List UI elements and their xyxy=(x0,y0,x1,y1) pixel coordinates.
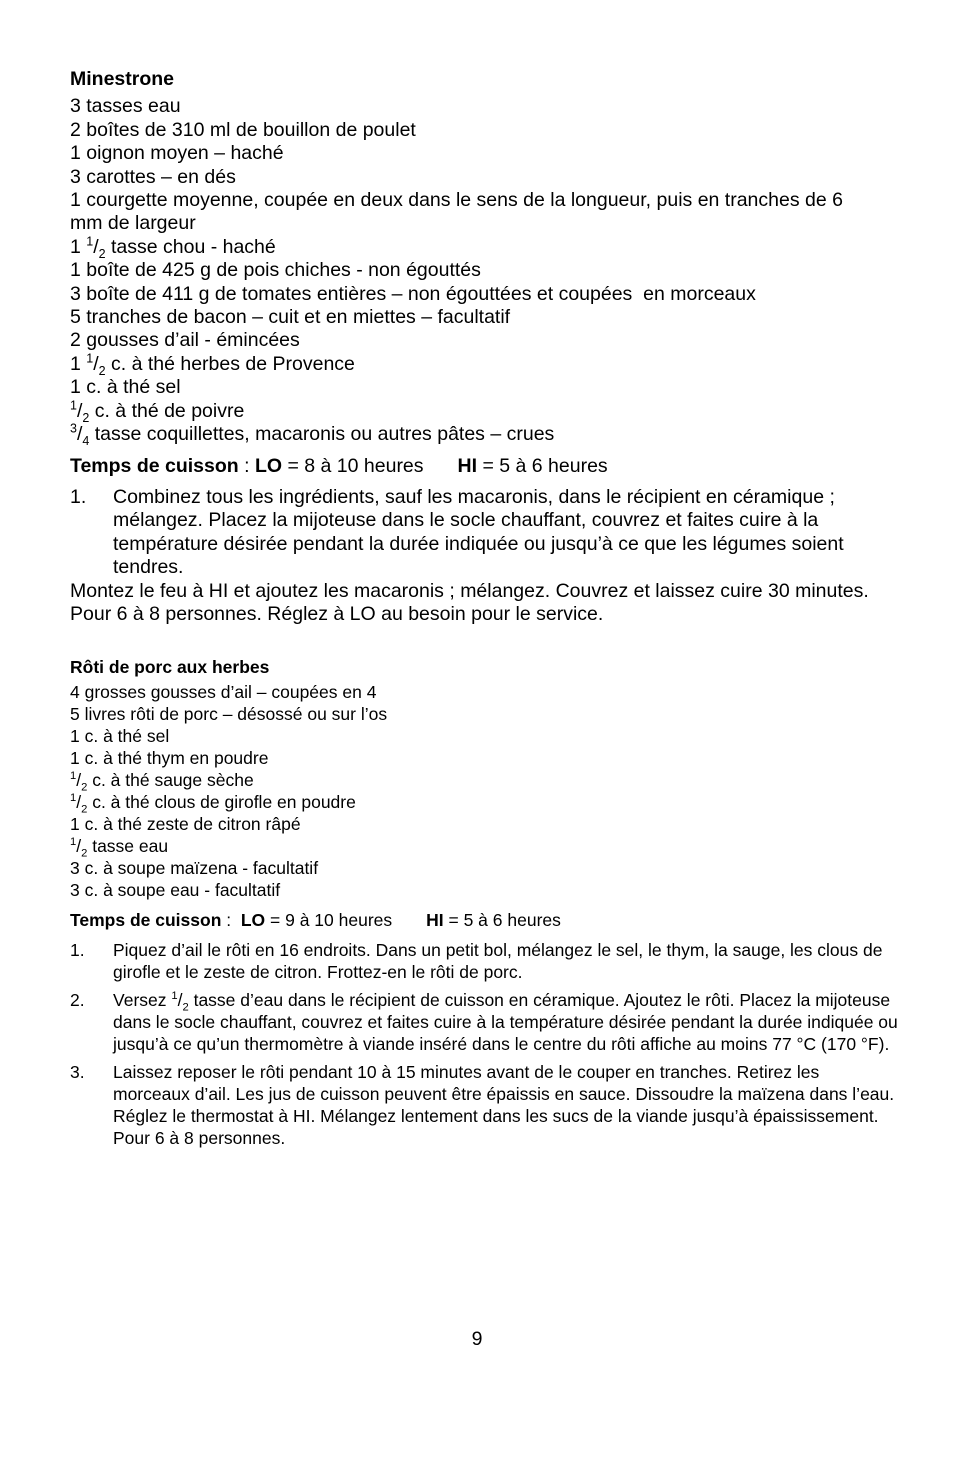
cooking-time: Temps de cuisson : LO = 8 à 10 heures HI = 5 à 6 heures xyxy=(70,454,608,477)
ingredient-item: 3 tasses eau xyxy=(70,95,181,118)
ingredient-list xyxy=(70,95,900,446)
ingredient-item: 1 c. à thé thym en poudre xyxy=(70,748,269,769)
ingredient-item: 1 c. à thé sel xyxy=(70,726,170,747)
ingredient-item: 5 livres rôti de porc – désossé ou sur l’os xyxy=(70,704,388,725)
step-text: Laissez reposer le rôti pendant 10 à 15 minutes avant de le couper en tranches. Retirez les morceaux d’ail. Les jus de cuisson peuvent être épaissis en sauce. Dissoudre la maïzena dans l’eau. Réglez le thermostat à HI. Mélangez lentement dans les sucs de la viande jusqu’à épaississement. Pour 6 à 8 personnes. xyxy=(113,1062,895,1149)
ingredient-list xyxy=(70,681,900,901)
step-number: 3. xyxy=(70,1062,85,1083)
ingredient-item: 4 grosses gousses d’ail – coupées en 4 xyxy=(70,682,377,703)
instruction-step xyxy=(70,486,900,580)
recipe-minestrone xyxy=(70,68,900,626)
ingredient-item: $^1/_2$ c. à thé clous de girofle en poudre xyxy=(70,792,356,816)
recipe-title: Rôti de porc aux herbes xyxy=(70,657,270,678)
instruction-list xyxy=(70,939,900,1149)
ingredient-item: 1 $^1/_2$ tasse chou - haché xyxy=(70,234,276,261)
step-text: Combinez tous les ingrédients, sauf les macaronis, dans le récipient en céramique ; mélangez. Placez la mijoteuse dans le socle chauffant, couvrez et faites cuire à la température désirée pendant la durée indiquée ou jusqu’à ce que les légumes soient tendres. xyxy=(113,485,844,579)
ingredient-item: 3 c. à soupe eau - facultatif xyxy=(70,880,281,901)
ingredient-item: 1 oignon moyen – haché xyxy=(70,142,284,165)
ingredient-item: 1 courgette moyenne, coupée en deux dans le sens de la longueur, puis en tranches de 6 mm de largeur xyxy=(70,189,843,235)
ingredient-item: 3 boîte de 411 g de tomates entières – non égouttées et coupées en morceaux xyxy=(70,282,756,305)
ingredient-item: 3 c. à soupe maïzena - facultatif xyxy=(70,858,319,879)
document-page xyxy=(70,68,900,1149)
step-number: 1. xyxy=(70,485,87,508)
instruction-step xyxy=(70,989,900,1055)
ingredient-item: 2 boîtes de 310 ml de bouillon de poulet xyxy=(70,118,416,141)
cooking-time: Temps de cuisson : LO = 9 à 10 heures HI = 5 à 6 heures xyxy=(70,910,561,931)
ingredient-item: $^1/_2$ c. à thé de poivre xyxy=(70,398,245,425)
ingredient-item: 1 c. à thé zeste de citron râpé xyxy=(70,814,301,835)
step-number: 1. xyxy=(70,940,85,961)
ingredient-item: 3 carottes – en dés xyxy=(70,165,236,188)
step-number: 2. xyxy=(70,990,85,1011)
step-text: Piquez d’ail le rôti en 16 endroits. Dans un petit bol, mélangez le sel, le thym, la sauge, les clous de girofle et le zeste de citron. Frottez-en le rôti de porc. xyxy=(113,940,883,983)
ingredient-item: 1 boîte de 425 g de pois chiches - non égouttés xyxy=(70,259,481,282)
step-text: Versez $^1/_2$ tasse d’eau dans le récipient de cuisson en céramique. Ajoutez le rôti. Placez la mijoteuse dans le socle chauffant, couvrez et faites cuire à la température désirée pendant la durée indiquée ou jusqu’à ce qu’un thermomètre à viande inséré dans le centre du rôti affiche au moins 77 °C (170 °F). xyxy=(113,990,898,1055)
ingredient-item: $^1/_2$ c. à thé sauge sèche xyxy=(70,770,254,794)
recipe-roti-de-porc xyxy=(70,656,900,1149)
recipe-note: Montez le feu à HI et ajoutez les macaronis ; mélangez. Couvrez et laissez cuire 30 minutes. Pour 6 à 8 personnes. Réglez à LO au besoin pour le service. xyxy=(70,579,869,625)
ingredient-item: 5 tranches de bacon – cuit et en miettes – facultatif xyxy=(70,306,511,329)
ingredient-item: $^3/_4$ tasse coquillettes, macaronis ou autres pâtes – crues xyxy=(70,421,555,448)
ingredient-item: 1 c. à thé sel xyxy=(70,376,181,399)
page-number: 9 xyxy=(471,1328,483,1350)
ingredient-item: 1 $^1/_2$ c. à thé herbes de Provence xyxy=(70,351,355,378)
instruction-step xyxy=(70,939,900,983)
recipe-title: Minestrone xyxy=(70,68,175,90)
ingredient-item: $^1/_2$ tasse eau xyxy=(70,836,169,860)
instruction-step xyxy=(70,1061,900,1149)
ingredient-item: 2 gousses d’ail - émincées xyxy=(70,329,300,352)
